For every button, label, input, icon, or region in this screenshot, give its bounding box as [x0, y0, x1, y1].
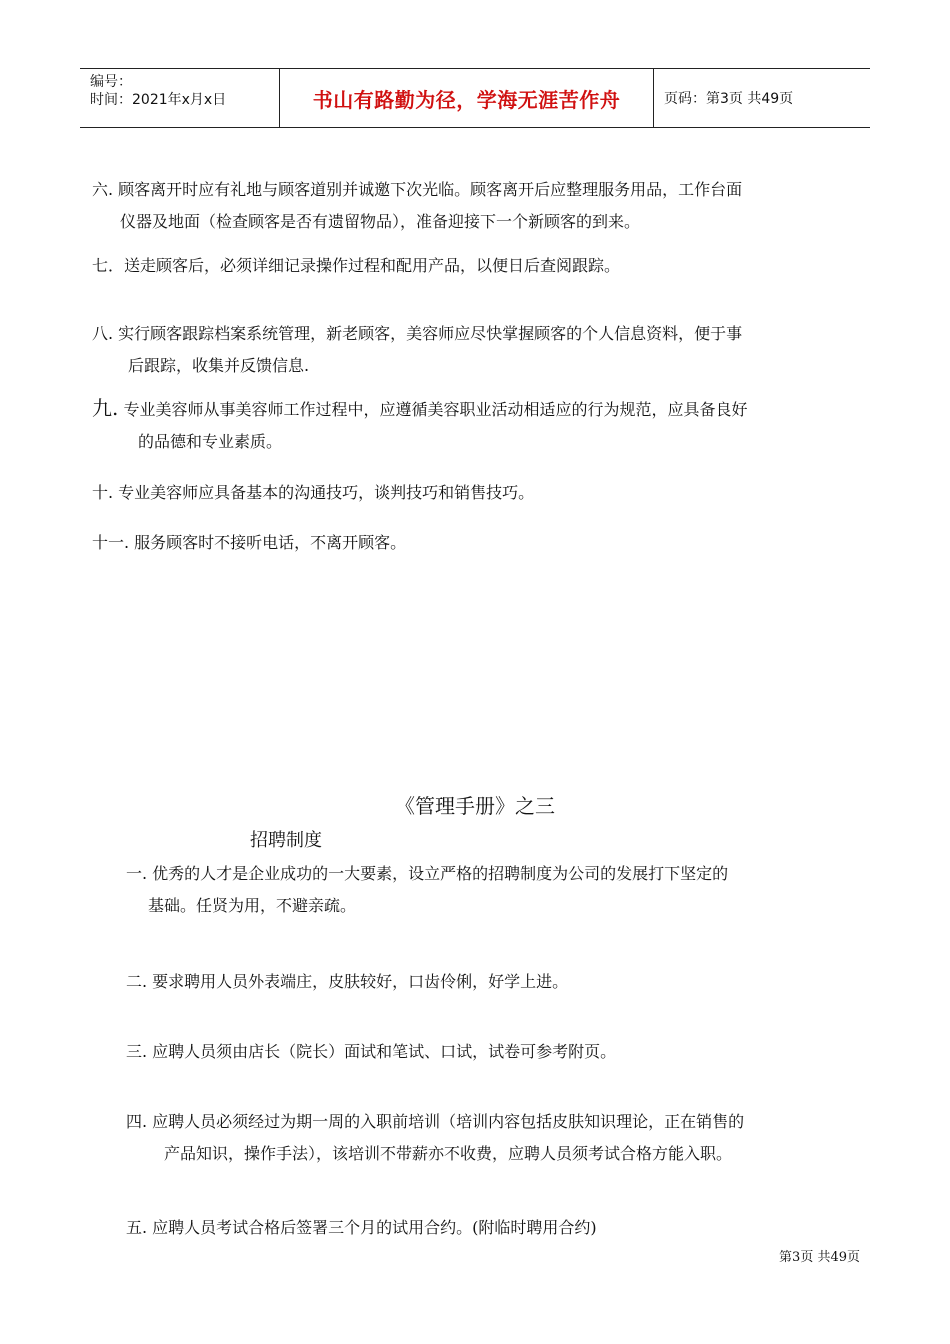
recruitment-line: 三. 应聘人员须由店长（院长）面试和笔试、口试，试卷可参考附页。: [126, 1042, 617, 1061]
header-meta-cell: [80, 69, 280, 127]
recruitment-line: 产品知识，操作手法），该培训不带薪亦不收费，应聘人员须考试合格方能入职。: [164, 1144, 733, 1163]
rule-item: [92, 392, 747, 458]
document-time-label: 时间：2021年x月x日: [90, 92, 227, 108]
recruitment-line: 基础。任贤为用，不避亲疏。: [148, 896, 357, 915]
rule-line: 八. 实行顾客跟踪档案系统管理，新老顾客，美容师应尽快掌握顾客的个人信息资料，便于事: [92, 324, 743, 343]
rule-line: 后跟踪，收集并反馈信息.: [128, 356, 310, 375]
document-number-label: 编号：: [90, 74, 132, 90]
rule-line: 十. 专业美容师应具备基本的沟通技巧，谈判技巧和销售技巧。: [92, 483, 535, 502]
rule-number: 九.: [92, 396, 119, 420]
recruitment-item: [126, 858, 728, 922]
page-footer: 第3页 共49页: [779, 1250, 860, 1265]
rule-item: [92, 527, 406, 559]
rule-item: [92, 477, 534, 509]
rule-item: [92, 250, 620, 282]
section-subtitle: 招聘制度: [250, 830, 322, 851]
header-motto-cell: [280, 69, 654, 127]
header-motto: 书山有路勤为径，学海无涯苦作舟: [312, 87, 621, 112]
rule-line: 仪器及地面（检查顾客是否有遗留物品），准备迎接下一个新顾客的到来。: [120, 212, 641, 231]
rule-item: [92, 318, 742, 382]
rule-line: 十一. 服务顾客时不接听电话，不离开顾客。: [92, 533, 407, 552]
recruitment-line: 一. 优秀的人才是企业成功的一大要素，设立严格的招聘制度为公司的发展打下坚定的: [126, 864, 729, 883]
rule-text: 专业美容师从事美容师工作过程中，应遵循美容职业活动相适应的行为规范，应具备良好: [118, 400, 748, 419]
recruitment-item: [126, 1106, 744, 1170]
recruitment-line: 二. 要求聘用人员外表端庄，皮肤较好，口齿伶俐，好学上进。: [126, 972, 569, 991]
recruitment-item: [126, 966, 568, 998]
recruitment-item: [126, 1036, 616, 1068]
header-page-cell: [654, 69, 870, 127]
rule-line: [92, 392, 747, 426]
recruitment-line: 五. 应聘人员考试合格后签署三个月的试用合约。(附临时聘用合约): [126, 1218, 597, 1237]
header-page-label: 页码：第3页 共49页: [664, 91, 794, 107]
rule-line: 七．送走顾客后，必须详细记录操作过程和配用产品，以便日后查阅跟踪。: [92, 256, 621, 275]
section-title: 《管理手册》之三: [395, 794, 555, 818]
recruitment-item: [126, 1212, 597, 1244]
rule-line: 的品德和专业素质。: [138, 432, 283, 451]
recruitment-line: 四. 应聘人员必须经过为期一周的入职前培训（培训内容包括皮肤知识理论，正在销售的: [126, 1112, 745, 1131]
rule-line: 六. 顾客离开时应有礼地与顾客道别并诚邀下次光临。顾客离开后应整理服务用品，工作台面: [92, 180, 743, 199]
header-table: [80, 68, 870, 128]
rule-item: [92, 174, 742, 238]
